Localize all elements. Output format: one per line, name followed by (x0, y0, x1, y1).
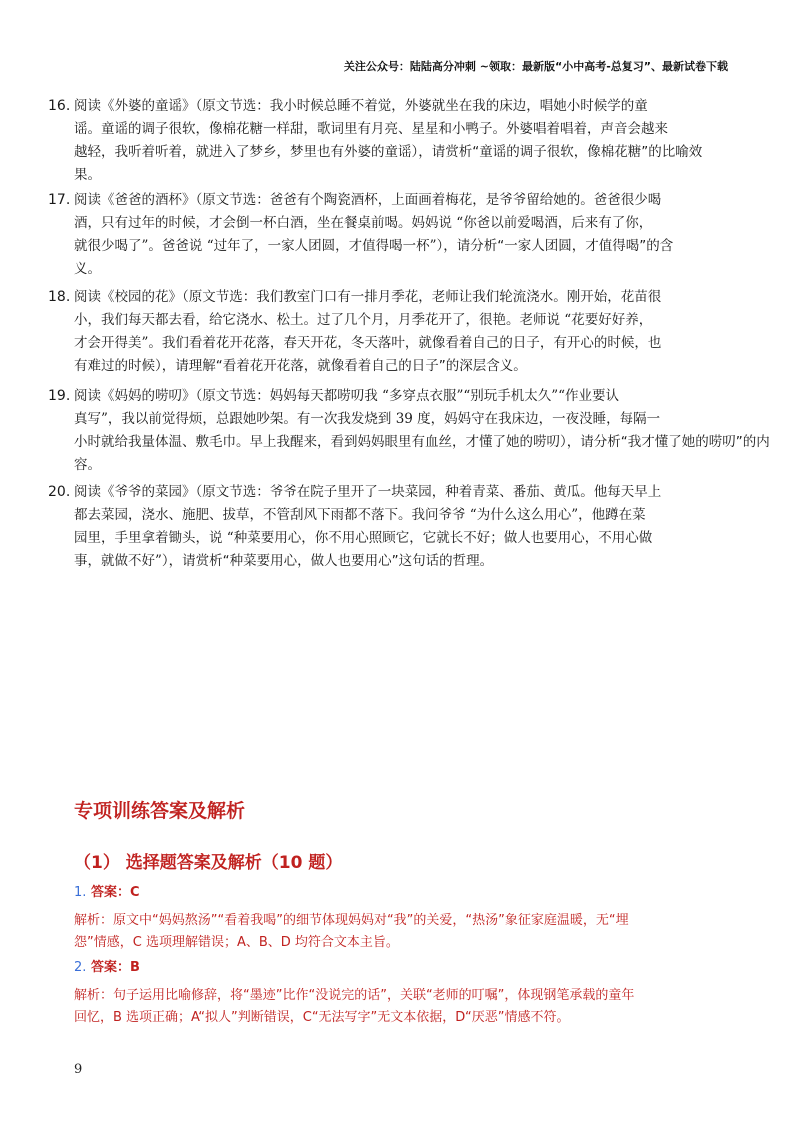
question-number: 16. (48, 98, 71, 114)
question-line: 酒，只有过年的时候，才会倒一杯白酒，坐在餐桌前喝。妈妈说 “你爸以前爱喝酒，后来有了你， (74, 215, 653, 231)
answer-item-1 (74, 882, 764, 954)
question-line: 事，就做不好”），请赏析“种菜要用心，做人也要用心”这句话的哲理。 (74, 553, 494, 569)
question-18 (48, 286, 800, 378)
answer-item-2 (74, 957, 764, 1029)
question-line: 才会开得美”。我们看着花开花落，春天开花，冬天落叶，就像看着自己的日子，有开心的时候，也 (74, 335, 662, 351)
question-line: 小，我们每天都去看，给它浇水、松土。过了几个月，月季花开了，很艳。老师说 “花要好好养， (74, 312, 653, 328)
answer-explanation (74, 910, 764, 954)
question-number: 19. (48, 388, 71, 404)
answer-number: 2. (74, 960, 87, 975)
question-line: 阅读《妈妈的唠叨》（原文节选：妈妈每天都唠叨我 “多穿点衣服”“别玩手机太久”“作业要认 (74, 388, 620, 404)
explanation-line: 解析：原文中“妈妈熬汤”“看着我喝”的细节体现妈妈对“我”的关爱，“热汤”象征家庭温暖，无“埋 (74, 913, 629, 928)
section-subtitle: （1） 选择题答案及解析（10 题） (74, 853, 343, 873)
question-line: 真写”，我以前觉得烦，总跟她吵架。有一次我发烧到 39 度，妈妈守在我床边，一夜没睡，每隔一 (74, 411, 661, 427)
answer-label (74, 882, 764, 904)
page-number: 9 (74, 1062, 83, 1077)
explanation-line: 回忆，B 选项正确；A“拟人”判断错误，C“无法写字”无文本依据，D“厌恶”情感不符。 (74, 1010, 570, 1025)
section-title: 专项训练答案及解析 (74, 800, 246, 822)
question-number: 20. (48, 484, 71, 500)
question-number: 18. (48, 289, 71, 305)
question-line: 果。 (74, 167, 101, 183)
question-line: 容。 (74, 457, 101, 473)
question-line: 阅读《爷爷的菜园》（原文节选：爷爷在院子里开了一块菜园，种着青菜、番茄、黄瓜。他每天早上 (74, 484, 662, 500)
answer-value: 答案：B (90, 960, 140, 975)
question-line: 阅读《校园的花》（原文节选：我们教室门口有一排月季花，老师让我们轮流浇水。刚开始，花苗很 (74, 289, 662, 305)
question-line: 都去菜园，浇水、施肥、拔草，不管刮风下雨都不落下。我问爷爷 “为什么这么用心”，他蹲在菜 (74, 507, 646, 523)
answer-label (74, 957, 764, 979)
question-line: 谣。童谣的调子很软，像棉花糖一样甜，歌词里有月亮、星星和小鸭子。外婆唱着唱着，声音会越来 (74, 121, 668, 137)
answer-explanation (74, 985, 764, 1029)
question-number: 17. (48, 192, 71, 208)
question-line: 义。 (74, 261, 101, 277)
question-line: 阅读《外婆的童谣》（原文节选：我小时候总睡不着觉，外婆就坐在我的床边，唱她小时候学的童 (74, 98, 648, 114)
question-line: 阅读《爸爸的酒杯》（原文节选：爸爸有个陶瓷酒杯，上面画着梅花，是爷爷留给她的。爸爸很少喝 (74, 192, 662, 208)
question-line: 越轻，我听着听着，就进入了梦乡，梦里也有外婆的童谣），请赏析“童谣的调子很软，像棉花糖”的比喻效 (74, 144, 703, 160)
answer-number: 1. (74, 885, 87, 900)
question-20 (48, 481, 800, 573)
question-line: 园里，手里拿着锄头，说 “种菜要用心，你不用心照顾它，它就长不好；做人也要用心，不用心做 (74, 530, 653, 546)
question-line: 有难过的时候），请理解“看着花开花落，就像看着自己的日子”的深层含义。 (74, 358, 527, 374)
explanation-line: 解析：句子运用比喻修辞，将“墨迹”比作“没说完的话”，关联“老师的叮嘱”，体现钢笔承载的童年 (74, 988, 635, 1003)
question-17 (48, 189, 800, 281)
question-line: 小时就给我量体温、敷毛巾。早上我醒来，看到妈妈眼里有血丝，才懂了她的唠叨），请分析“我才懂了她的唠叨”的内 (74, 434, 770, 450)
header-note: 关注公众号：陆陆高分冲刺 ~领取：最新版“小中高考-总复习”、最新试卷下载 (343, 60, 728, 73)
explanation-line: 怨”情感，C 选项理解错误；A、B、D 均符合文本主旨。 (74, 935, 399, 950)
question-line: 就很少喝了”。爸爸说 “过年了，一家人团圆，才值得喝一杯”），请分析“一家人团圆，才值得喝”的含 (74, 238, 674, 254)
question-19 (48, 385, 800, 477)
answer-value: 答案：C (90, 885, 140, 900)
question-16 (48, 95, 800, 187)
